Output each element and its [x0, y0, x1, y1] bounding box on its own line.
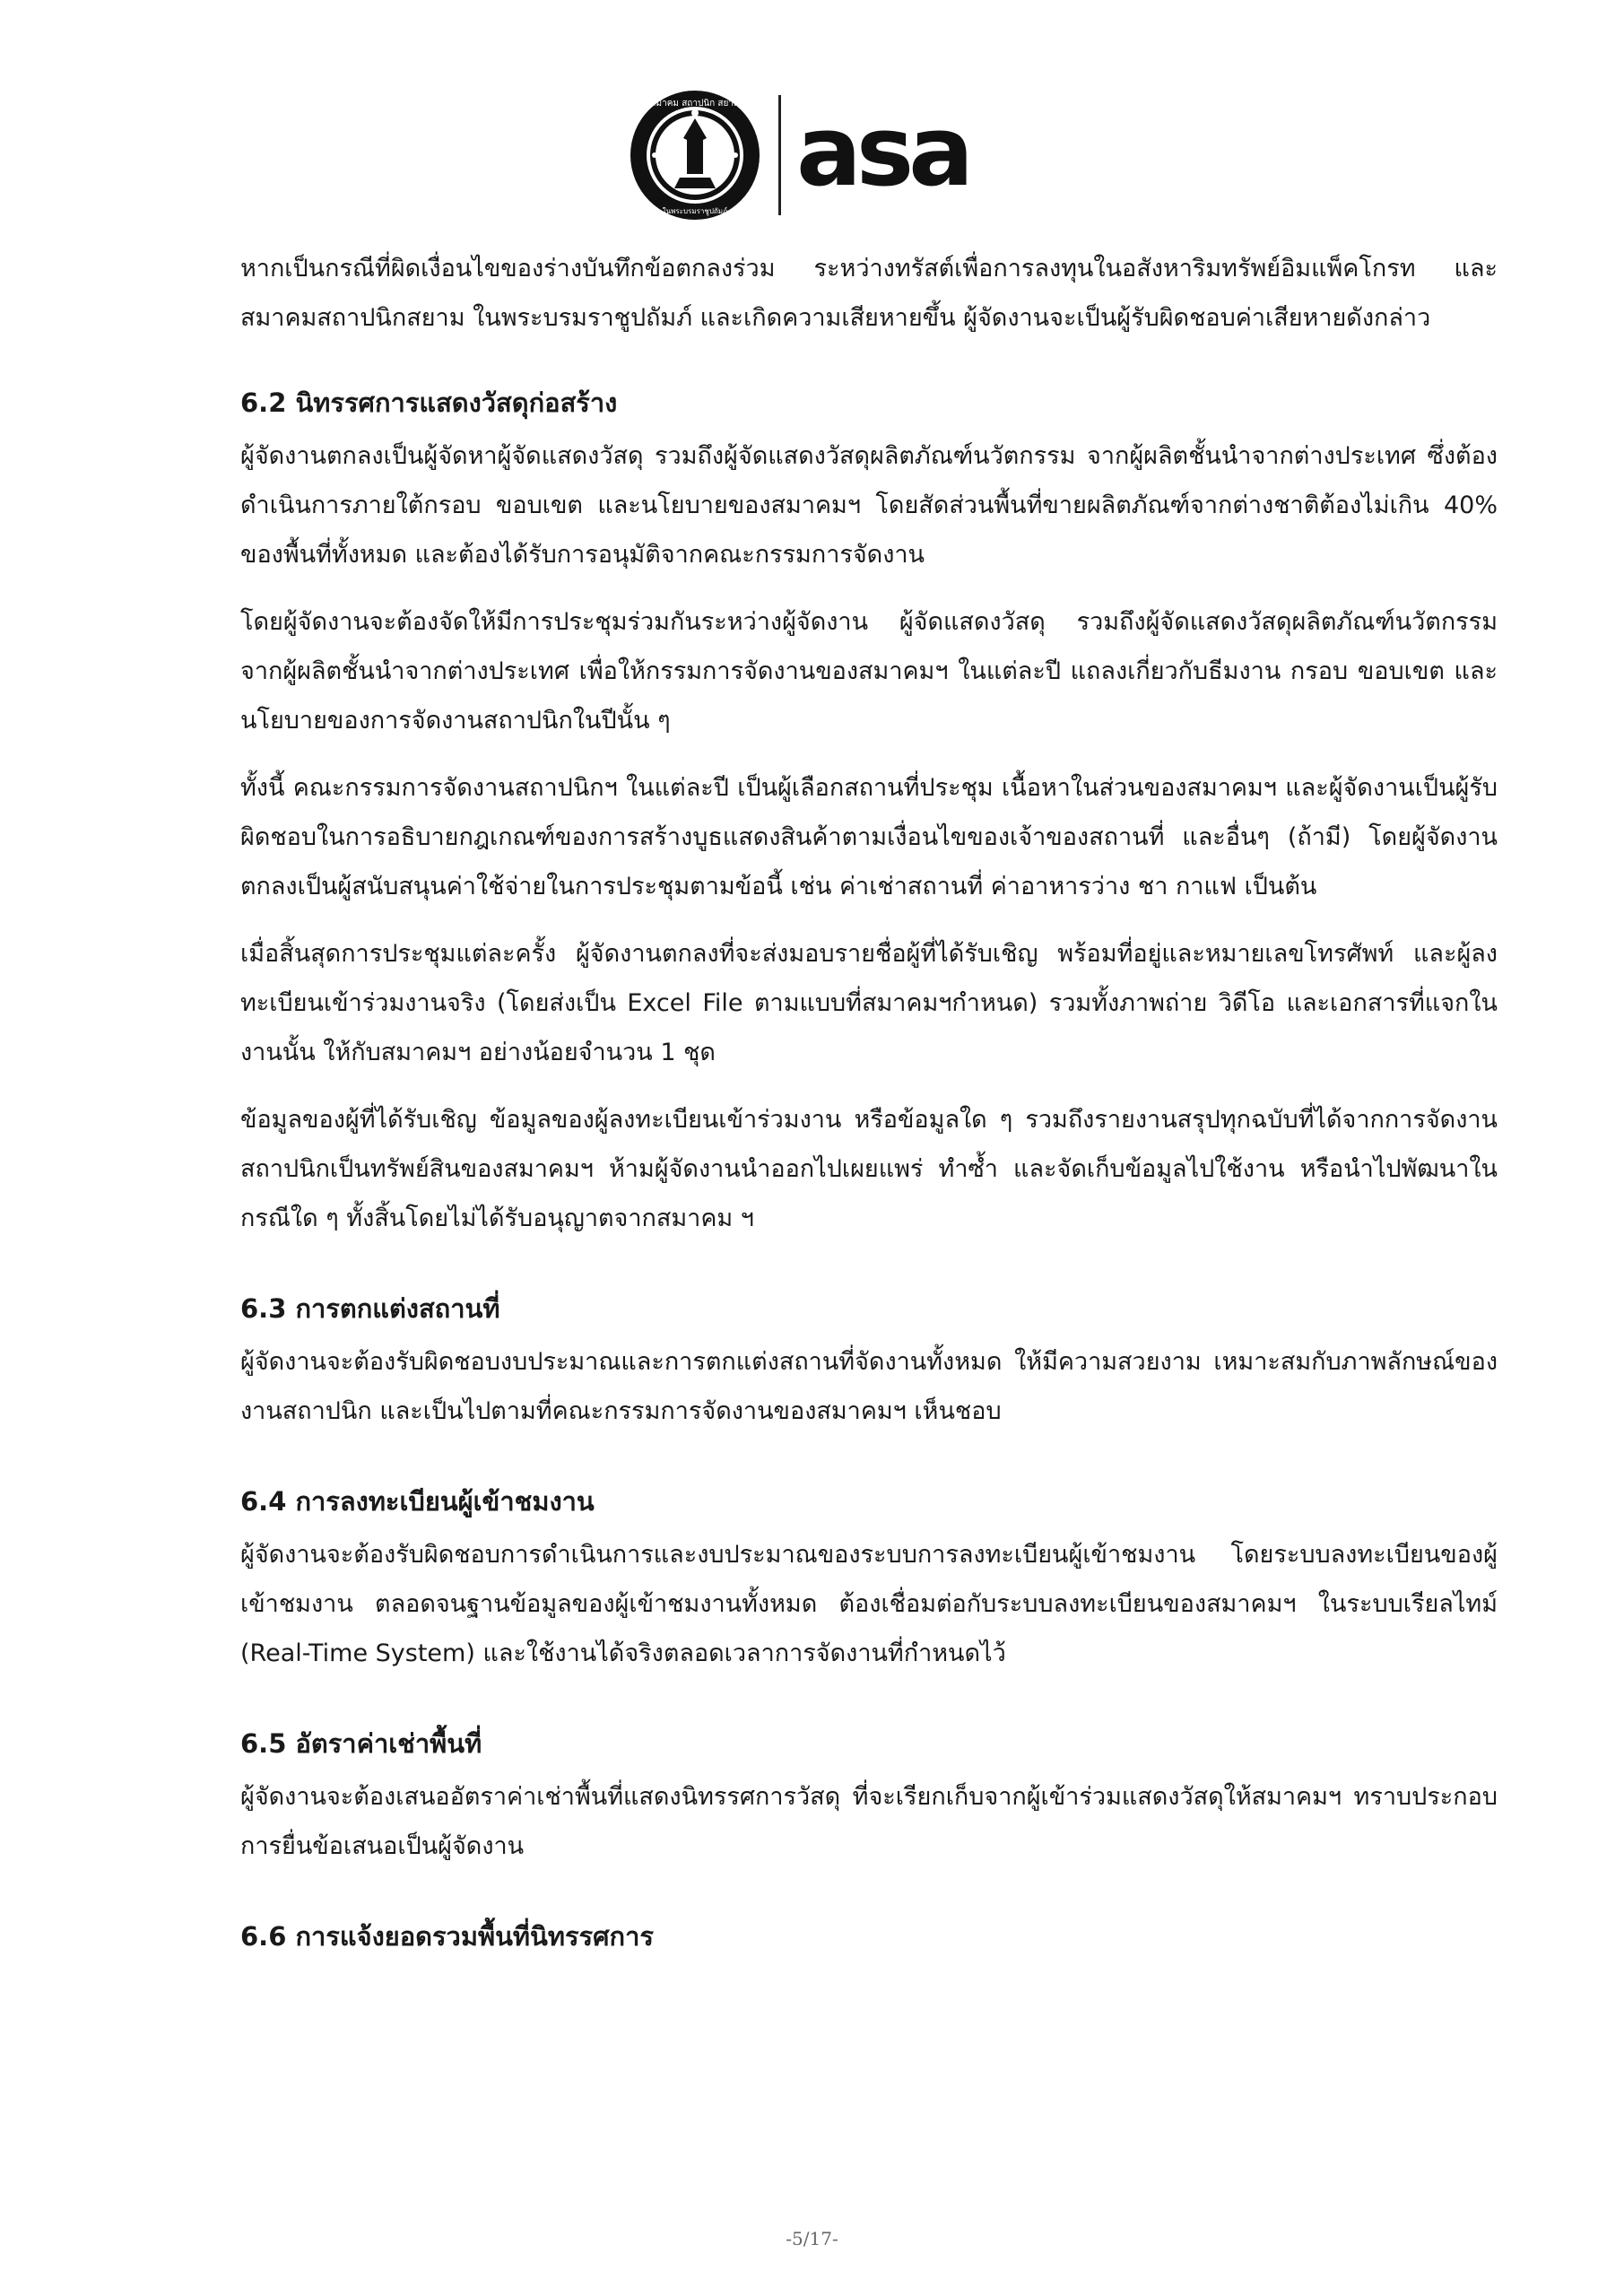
section-heading: 6.4 การลงทะเบียนผู้เข้าชมงาน: [240, 1486, 595, 1517]
seal-bottom-text: ในพระบรมราชูปถัมภ์: [662, 207, 728, 215]
section-heading: 6.6 การแจ้งยอดรวมพื้นที่นิทรรศการ: [240, 1921, 654, 1952]
body-paragraph: ผู้จัดงานจะต้องเสนออัตราค่าเช่าพื้นที่แสดงนิทรรศการวัสดุ ที่จะเรียกเก็บจากผู้เข้าร่วมแสดงวัสดุให้สมาคมฯ ทราบประกอบการยื่นข้อเสนอเป็นผู้จัดงาน: [240, 1783, 1498, 1860]
body-paragraph: ทั้งนี้ คณะกรรมการจัดงานสถาปนิกฯ ในแต่ละปี เป็นผู้เลือกสถานที่ประชุม เนื้อหาในส่วนของสมาคมฯ และผู้จัดงานเป็นผู้รับผิดชอบในการอธิบายกฎเกณฑ์ของการสร้างบูธแสดงสินค้าตามเงื่อนไขของเจ้าของสถานที่ และอื่นๆ (ถ้ามี) โดยผู้จัดงานตกลงเป็นผู้สนับสนุนค่าใช้จ่ายในการประชุมตามข้อนี้ เช่น ค่าเช่าสถานที่ ค่าอาหารว่าง ชา กาแฟ เป็นต้น: [240, 774, 1498, 900]
logo-divider: [778, 95, 781, 215]
seal-top-text: สมาคม สถาปนิก สยาม: [650, 99, 740, 109]
body-paragraph: หากเป็นกรณีที่ผิดเงื่อนไขของร่างบันทึกข้อตกลงร่วม ระหว่างทรัสต์เพื่อการลงทุนในอสังหาริมทรัพย์อิมแพ็คโกรท และสมาคมสถาปนิกสยาม ในพระบรมราชูปถัมภ์ และเกิดความเสียหายขึ้น ผู้จัดงานจะเป็นผู้รับผิดชอบค่าเสียหายดังกล่าว: [240, 255, 1498, 332]
section-heading: 6.3 การตกแต่งสถานที่: [240, 1293, 500, 1324]
section-heading: 6.5 อัตราค่าเช่าพื้นที่: [240, 1728, 482, 1759]
body-paragraph: ผู้จัดงานจะต้องรับผิดชอบการดำเนินการและงบประมาณของระบบการลงทะเบียนผู้เข้าชมงาน โดยระบบลงทะเบียนของผู้เข้าชมงาน ตลอดจนฐานข้อมูลของผู้เข้าชมงานทั้งหมด ต้องเชื่อมต่อกับระบบลงทะเบียนของสมาคมฯ ในระบบเรียลไทม์ (Real-Time System) และใช้งานได้จริงตลอดเวลาการจัดงานที่กำหนดไว้: [240, 1541, 1498, 1667]
letterhead: [0, 88, 1624, 222]
section-heading: 6.2 นิทรรศการแสดงวัสดุก่อสร้าง: [240, 387, 618, 418]
body-paragraph: เมื่อสิ้นสุดการประชุมแต่ละครั้ง ผู้จัดงานตกลงที่จะส่งมอบรายชื่อผู้ที่ได้รับเชิญ พร้อมที่อยู่และหมายเลขโทรศัพท์ และผู้ลงทะเบียนเข้าร่วมงานจริง (โดยส่งเป็น Excel File ตามแบบที่สมาคมฯกำหนด) รวมทั้งภาพถ่าย วิดีโอ และเอกสารที่แจกในงานนั้น ให้กับสมาคมฯ อย่างน้อยจำนวน 1 ชุด: [240, 940, 1498, 1066]
page-number: -5/17-: [786, 2228, 838, 2249]
asa-wordmark-logo: [796, 111, 985, 201]
asa-seal-logo-icon: [628, 88, 762, 222]
body-paragraph: ผู้จัดงานจะต้องรับผิดชอบงบประมาณและการตกแต่งสถานที่จัดงานทั้งหมด ให้มีความสวยงาม เหมาะสมกับภาพลักษณ์ของงานสถาปนิก และเป็นไปตามที่คณะกรรมการจัดงานของสมาคมฯ เห็นชอบ: [240, 1348, 1498, 1425]
body-paragraph: ข้อมูลของผู้ที่ได้รับเชิญ ข้อมูลของผู้ลงทะเบียนเข้าร่วมงาน หรือข้อมูลใด ๆ รวมถึงรายงานสรุปทุกฉบับที่ได้จากการจัดงานสถาปนิกเป็นทรัพย์สินของสมาคมฯ ห้ามผู้จัดงานนำออกไปเผยแพร่ ทำซ้ำ และจัดเก็บข้อมูลไปใช้งาน หรือนำไปพัฒนาในกรณีใด ๆ ทั้งสิ้นโดยไม่ได้รับอนุญาตจากสมาคม ฯ: [240, 1106, 1498, 1232]
body-paragraph: โดยผู้จัดงานจะต้องจัดให้มีการประชุมร่วมกันระหว่างผู้จัดงาน ผู้จัดแสดงวัสดุ รวมถึงผู้จัดแสดงวัสดุผลิตภัณฑ์นวัตกรรม จากผู้ผลิตชั้นนำจากต่างประเทศ เพื่อให้กรรมการจัดงานของสมาคมฯ ในแต่ละปี แถลงเกี่ยวกับธีมงาน กรอบ ขอบเขต และนโยบายของการจัดงานสถาปนิกในปีนั้น ๆ: [240, 608, 1498, 735]
body-paragraph: ผู้จัดงานตกลงเป็นผู้จัดหาผู้จัดแสดงวัสดุ รวมถึงผู้จัดแสดงวัสดุผลิตภัณฑ์นวัตกรรม จากผู้ผลิตชั้นนำจากต่างประเทศ ซึ่งต้องดำเนินการภายใต้กรอบ ขอบเขต และนโยบายของสมาคมฯ โดยสัดส่วนพื้นที่ขายผลิตภัณฑ์จากต่างชาติต้องไม่เกิน 40% ของพื้นที่ทั้งหมด และต้องได้รับการอนุมัติจากคณะกรรมการจัดงาน: [240, 442, 1498, 569]
asa-brand-text: asa: [796, 111, 969, 201]
document-body: [240, 244, 1498, 1961]
